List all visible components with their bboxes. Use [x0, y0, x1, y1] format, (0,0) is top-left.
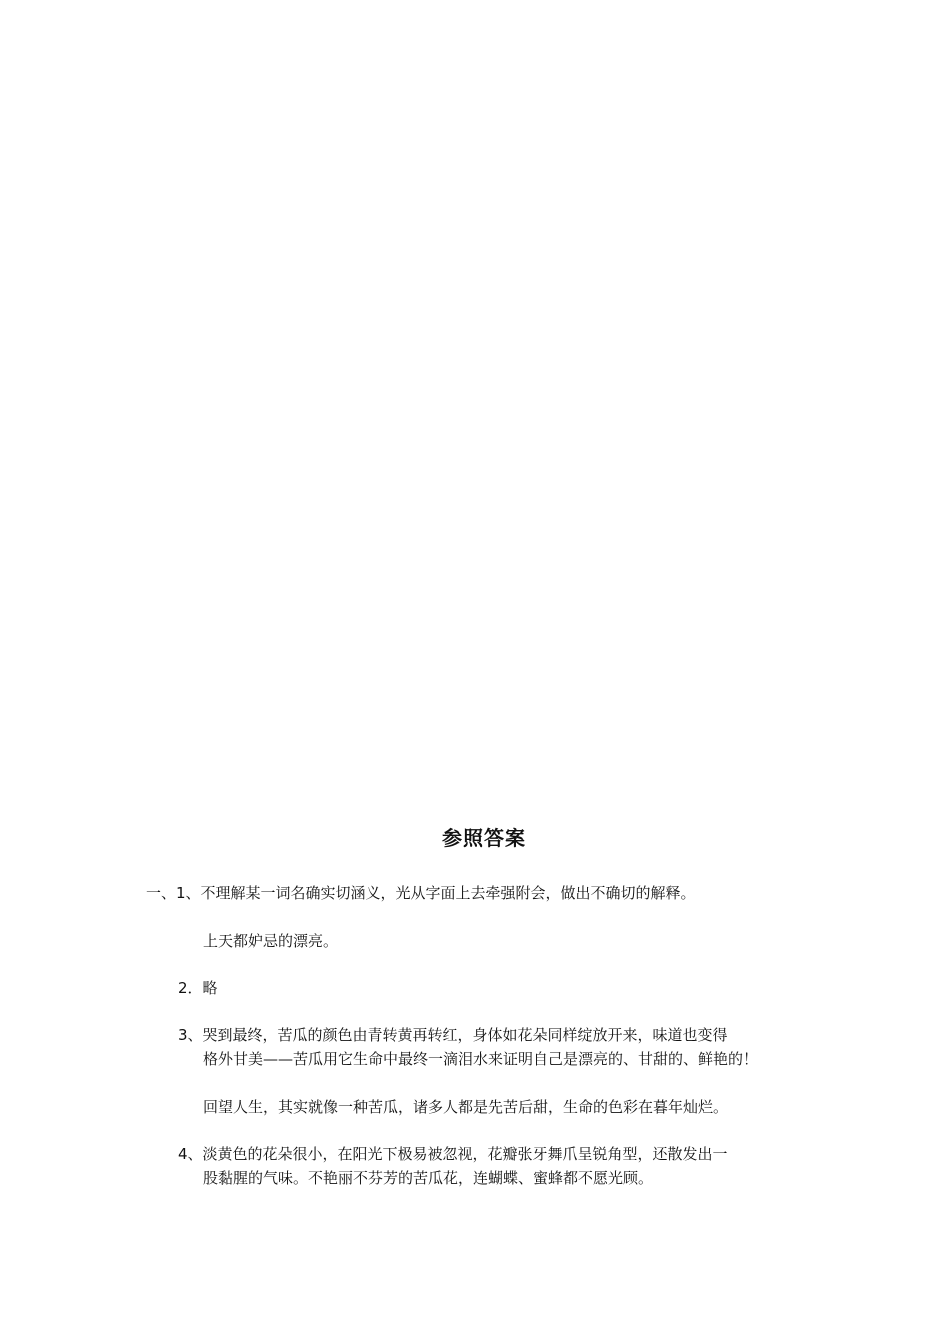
answer-text: 哭到最终，苦瓜的颜色由青转黄再转红，身体如花朵同样绽放开来，味道也变得: [202, 1026, 728, 1044]
answer-item-3-continued: 格外甘美——苦瓜用它生命中最终一滴泪水来证明自己是漂亮的、甘甜的、鲜艳的！: [203, 1050, 759, 1068]
answer-text: 不理解某一词名确实切涵义，光从字面上去牵强附会，做出不确切的解释。: [200, 884, 696, 902]
answer-number: 4、: [178, 1145, 203, 1163]
answer-number: 一、1、: [146, 884, 201, 902]
answer-text: 淡黄色的花朵很小，在阳光下极易被忽视，花瓣张牙舞爪呈锐角型，还散发出一: [202, 1145, 728, 1163]
page-title: 参照答案: [442, 826, 526, 850]
answer-text: 略: [202, 979, 218, 997]
answer-number: 2．: [178, 979, 203, 997]
answer-item-3: [178, 1024, 728, 1046]
answer-item-2: [178, 977, 218, 999]
answer-item-1: [146, 882, 696, 904]
answer-item-3-reflection: 回望人生，其实就像一种苦瓜，诸多人都是先苦后甜，生命的色彩在暮年灿烂。: [203, 1098, 729, 1116]
answer-number: 3、: [178, 1026, 203, 1044]
answer-item-4: [178, 1143, 728, 1165]
answer-item-1-example: 上天都妒忌的漂亮。: [203, 932, 339, 950]
answer-item-4-continued: 股黏腥的气味。不艳丽不芬芳的苦瓜花，连蝴蝶、蜜蜂都不愿光顾。: [203, 1169, 654, 1187]
